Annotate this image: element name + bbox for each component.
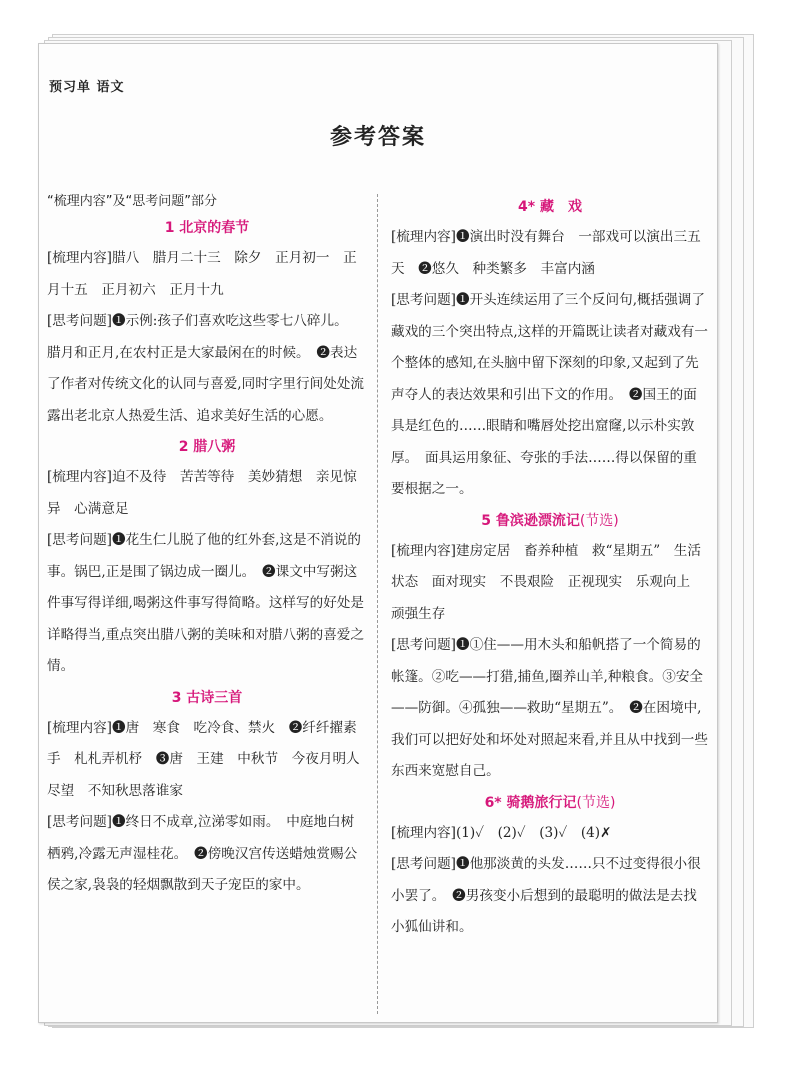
answer-label: [梳理内容] bbox=[391, 824, 456, 841]
answer-label: [思考问题] bbox=[47, 814, 112, 830]
answer-label: [梳理内容] bbox=[47, 250, 112, 266]
answer-label: [思考问题] bbox=[391, 637, 456, 653]
page-title: 参考答案 bbox=[329, 124, 426, 150]
section-title: 4* 藏 戏 bbox=[518, 199, 582, 215]
page-header: 预习单 语文 bbox=[49, 80, 125, 95]
answer-text: (1)✓ (2)✓ (3)✓ (4)✗ bbox=[455, 824, 612, 841]
answer-page bbox=[38, 43, 718, 1023]
answer-text: ❶他那淡黄的头发……只不过变得很小很小罢了。 ❷男孩变小后想到的最聪明的做法是去找小狐仙讲和。 bbox=[391, 856, 701, 935]
answer-text: ❶花生仁儿脱了他的红外套,这是不消说的事。锅巴,正是围了锅边成一圈儿。 ❷课文中写粥这件事写得详细,喝粥这件事写得简略。这样写的好处是详略得当,重点突出腊八粥的美味和对腊八粥的喜爱之情。 bbox=[47, 532, 364, 674]
answer-label: [思考问题] bbox=[47, 532, 112, 548]
section-title: 6* 骑鹅旅行记 bbox=[484, 794, 577, 811]
answer-label: [梳理内容] bbox=[391, 229, 456, 245]
answer-block bbox=[391, 222, 709, 285]
answer-label: [梳理内容] bbox=[47, 719, 112, 736]
left-column bbox=[47, 184, 367, 902]
answer-text: 腊八 腊月二十三 除夕 正月初一 正月十五 正月初六 正月十九 bbox=[47, 250, 357, 298]
left-sections bbox=[47, 217, 367, 902]
answer-label: [梳理内容] bbox=[47, 469, 112, 485]
answer-block bbox=[47, 807, 367, 902]
answer-block bbox=[391, 285, 709, 506]
section-heading bbox=[391, 792, 709, 812]
answer-block bbox=[391, 536, 709, 631]
answer-text: ❶示例:孩子们喜欢吃这些零七八碎儿。 腊月和正月,在农村正是大家最闲在的时候。 ❷表达了作者对传统文化的认同与喜爱,同时字里行间处处流露出老北京人热爱生活、追求美好生活的心愿。 bbox=[47, 313, 364, 424]
answer-block bbox=[47, 306, 367, 432]
answer-text: ❶终日不成章,泣涕零如雨。 中庭地白树栖鸦,冷露无声湿桂花。 ❷傍晚汉宫传送蜡烛赏赐公侯之家,袅袅的轻烟飘散到天子宠臣的家中。 bbox=[47, 814, 358, 893]
section-subtitle: (节选) bbox=[579, 512, 619, 529]
section-title: 3 古诗三首 bbox=[171, 689, 243, 706]
section-title: 5 鲁滨逊漂流记 bbox=[481, 512, 580, 529]
section-heading bbox=[47, 436, 367, 456]
answer-block bbox=[391, 818, 709, 850]
section-title: 2 腊八粥 bbox=[178, 439, 236, 455]
section-heading bbox=[391, 196, 709, 216]
answer-label: [梳理内容] bbox=[391, 542, 456, 559]
right-sections bbox=[391, 196, 709, 944]
answer-label: [思考问题] bbox=[391, 856, 456, 872]
section-heading bbox=[391, 510, 709, 530]
answer-block bbox=[47, 462, 367, 525]
answer-block bbox=[47, 525, 367, 683]
section-heading bbox=[47, 687, 367, 707]
answer-text: ❶①住——用木头和船帆搭了一个简易的帐篷。②吃——打猎,捕鱼,圈养山羊,种粮食。③安全——防御。④孤独——救助“星期五”。 ❷在困境中,我们可以把好处和坏处对照起来看,并且从中找到一些东西来宽慰自己。 bbox=[391, 637, 708, 779]
section-title: 1 北京的春节 bbox=[164, 220, 250, 236]
answer-block bbox=[47, 243, 367, 306]
intro-text: “梳理内容”及“思考问题”部分 bbox=[47, 194, 217, 209]
section-heading bbox=[47, 217, 367, 237]
answer-block bbox=[391, 849, 709, 944]
answer-text: ❶演出时没有舞台 一部戏可以演出三五天 ❷悠久 种类繁多 丰富内涵 bbox=[391, 229, 701, 277]
answer-text: 建房定居 畜养种植 救“星期五” 生活状态 面对现实 不畏艰险 正视现实 乐观向上 顽强生存 bbox=[391, 542, 704, 622]
answer-text: 迫不及待 苦苦等待 美妙猜想 亲见惊异 心满意足 bbox=[47, 469, 357, 517]
right-column bbox=[391, 192, 709, 944]
answer-block bbox=[47, 713, 367, 808]
section-subtitle: (节选) bbox=[576, 794, 616, 811]
answer-text: ❶开头连续运用了三个反问句,概括强调了藏戏的三个突出特点,这样的开篇既让读者对藏戏有一个整体的感知,在头脑中留下深刻的印象,又起到了先声夺人的表达效果和引出下文的作用。 ❷国王的面具是红色的……眼睛和嘴唇处挖出窟窿,以示朴实敦厚。 面具运用象征、夸张的手法……得以保留的重要根据之一。 bbox=[391, 292, 708, 497]
answer-block bbox=[391, 630, 709, 788]
answer-text: ❶唐 寒食 吃冷食、禁火 ❷纤纤擢素手 札札弄机杼 ❸唐 王建 中秋节 今夜月明人尽望 不知秋思落谁家 bbox=[47, 719, 360, 799]
column-divider bbox=[377, 194, 378, 1014]
answer-label: [思考问题] bbox=[47, 313, 112, 329]
answer-label: [思考问题] bbox=[391, 292, 456, 308]
